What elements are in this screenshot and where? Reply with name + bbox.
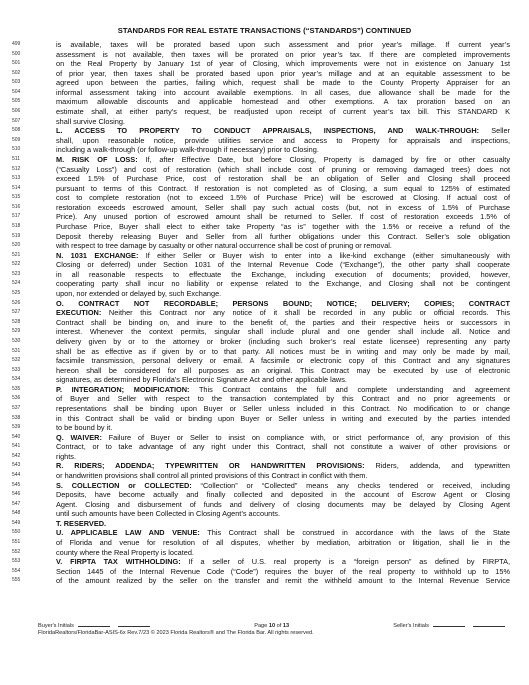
line-content: This Contract shall be construed in accordance with the laws of the State — [199, 528, 510, 538]
line-number: 516 — [12, 203, 21, 210]
line-number: 533 — [12, 366, 21, 373]
line-text — [56, 232, 510, 242]
line-content: facsimile transmission, personal delivery or email. A facsimile or electronic copy of this Contract and any signatures — [56, 356, 510, 366]
text-line — [12, 59, 520, 69]
line-text — [56, 184, 510, 194]
seller-initials-field-1[interactable] — [433, 621, 465, 627]
line-content: shall survive Closing. — [56, 116, 125, 126]
line-number: 551 — [12, 539, 21, 546]
line-number: 541 — [12, 443, 21, 450]
text-line — [12, 260, 520, 270]
line-text — [56, 452, 510, 462]
line-content: Price). Any unused portion of escrowed amount shall be returned to Seller. If cost of restoration exceeds 1.5% of — [56, 212, 510, 222]
line-text — [56, 366, 510, 376]
line-text — [56, 165, 510, 175]
text-line — [12, 366, 520, 376]
line-content: representations shall be binding upon Buyer or Seller unless included in this Contract. No modification to or change — [56, 403, 510, 413]
line-content: exceed 1.5% of Purchase Price, cost of restoration shall be an obligation of Seller and Closing shall proceed — [56, 174, 510, 184]
line-number: 537 — [12, 404, 21, 411]
line-text — [56, 50, 510, 60]
line-number: 545 — [12, 481, 21, 488]
line-text — [56, 538, 510, 548]
line-content: This Contract contains the full and complete understanding and agreement — [189, 384, 510, 394]
text-line — [12, 88, 520, 98]
line-content: of the amount realized by the seller on the transfer and remit the withheld amount to the Internal Revenue Service — [56, 576, 510, 586]
line-text — [56, 145, 510, 155]
text-line — [12, 78, 520, 88]
text-line — [12, 519, 520, 529]
line-text — [56, 356, 510, 366]
line-text — [56, 299, 510, 309]
text-line — [12, 327, 520, 337]
section-heading: N. 1031 EXCHANGE: — [56, 250, 139, 260]
text-line — [12, 155, 520, 165]
line-number: 554 — [12, 567, 21, 574]
contract-body — [12, 40, 520, 586]
text-line — [12, 337, 520, 347]
text-line — [12, 251, 520, 261]
section-heading: P. INTEGRATION; MODIFICATION: — [56, 384, 190, 394]
buyer-initials-field-2[interactable] — [118, 621, 150, 627]
line-number: 530 — [12, 337, 21, 344]
line-content: pursuant to terms of this Contract. If restoration is not completed as of Closing, a sum equal to 125% of estimated — [56, 183, 510, 193]
line-number: 512 — [12, 165, 21, 172]
line-text — [56, 241, 510, 251]
line-text — [56, 385, 510, 395]
text-line — [12, 40, 520, 50]
line-text — [56, 509, 510, 519]
text-line — [12, 126, 520, 136]
line-text — [56, 126, 510, 136]
text-line — [12, 490, 520, 500]
line-content: signatures, as determined by Florida’s Electronic Signature Act and other applicable laws. — [56, 375, 347, 385]
line-number: 502 — [12, 69, 21, 76]
line-text — [56, 442, 510, 452]
text-line — [12, 452, 520, 462]
line-content: in all reasonable respects to effectuate the Exchange, including execution of documents; provided, however, — [56, 269, 510, 279]
line-text — [56, 308, 510, 318]
text-line — [12, 538, 520, 548]
text-line — [12, 279, 520, 289]
text-line — [12, 232, 520, 242]
text-line — [12, 385, 520, 395]
line-number: 531 — [12, 347, 21, 354]
text-line — [12, 433, 520, 443]
section-heading: S. COLLECTION or COLLECTED: — [56, 480, 192, 490]
line-content: Contract shall be binding on, and inure to the benefit of, the parties and their respective heirs or successors in — [56, 317, 510, 327]
line-text — [56, 394, 510, 404]
line-number: 527 — [12, 309, 21, 316]
line-number: 546 — [12, 491, 21, 498]
line-content: Closing or deferred) under Section 1031 of the Internal Revenue Code (“Exchange”), the other party shall cooperate — [56, 260, 510, 270]
text-line — [12, 97, 520, 107]
line-number: 503 — [12, 79, 21, 86]
line-number: 513 — [12, 175, 21, 182]
text-line — [12, 347, 520, 357]
text-line — [12, 375, 520, 385]
line-number: 507 — [12, 117, 21, 124]
line-number: 544 — [12, 472, 21, 479]
text-line — [12, 308, 520, 318]
line-number: 510 — [12, 146, 21, 153]
line-number: 511 — [12, 155, 20, 162]
page-current: 10 — [268, 623, 276, 629]
seller-initials-label: Seller's Initials — [393, 623, 429, 629]
text-line — [12, 500, 520, 510]
line-number: 505 — [12, 98, 21, 105]
line-number: 518 — [12, 222, 21, 229]
text-line — [12, 289, 520, 299]
line-text — [56, 107, 510, 117]
line-number: 521 — [12, 251, 21, 258]
line-number: 543 — [12, 462, 21, 469]
line-number: 550 — [12, 529, 21, 536]
line-text — [56, 347, 510, 357]
text-line — [12, 241, 520, 251]
text-line — [12, 423, 520, 433]
line-text — [56, 519, 510, 529]
line-content: assessment is not available, then taxes will be prorated on prior year’s tax. If there are completed improvements — [56, 49, 510, 59]
line-number: 520 — [12, 242, 21, 249]
line-content: cost to complete restoration (not to exceed 1.5% of Purchase Price) will be escrowed at Closing. If actual cost of — [56, 193, 510, 203]
text-line — [12, 270, 520, 280]
line-content: restoration exceeds escrowed amount, Seller shall pay such actual costs (but, not in excess of 1.5% of Purchase — [56, 202, 510, 212]
line-text — [56, 576, 510, 586]
line-text — [56, 222, 510, 232]
text-line — [12, 548, 520, 558]
text-line — [12, 576, 520, 586]
line-number: 542 — [12, 452, 21, 459]
line-content: Section 1445 of the Internal Revenue Code (“Code”) requires the buyer of the real property to withhold up to 15% — [56, 566, 510, 576]
line-content: If either Seller or Buyer wish to enter into a like-kind exchange (either simultaneously with — [138, 250, 510, 260]
line-content: or handwritten provisions shall control all printed provisions of this Contract in conflict with them. — [56, 471, 368, 481]
section-heading: L. ACCESS TO PROPERTY TO CONDUCT APPRAISALS, INSPECTIONS, AND WALK-THROUGH: — [56, 126, 480, 136]
section-heading: V. FIRPTA TAX WITHHOLDING: — [56, 557, 181, 567]
text-line — [12, 567, 520, 577]
seller-initials-field-2[interactable] — [473, 621, 505, 627]
line-number: 515 — [12, 194, 21, 201]
page-of: of — [275, 623, 283, 629]
line-number: 552 — [12, 548, 21, 555]
line-text — [56, 490, 510, 500]
line-text — [56, 117, 510, 127]
line-number: 508 — [12, 127, 21, 134]
line-text — [56, 481, 510, 491]
line-content: delivery given by or to the attorney or broker (including such broker’s real estate licensee) representing any party — [56, 336, 510, 346]
line-text — [56, 289, 510, 299]
line-number: 509 — [12, 136, 21, 143]
line-content: including a walk-through (or follow-up walk-through if necessary) prior to Closing. — [56, 145, 319, 155]
text-line — [12, 442, 520, 452]
line-number: 549 — [12, 519, 21, 526]
text-line — [12, 404, 520, 414]
line-text — [56, 97, 510, 107]
text-line — [12, 107, 520, 117]
line-text — [56, 414, 510, 424]
line-text — [56, 279, 510, 289]
line-number: 526 — [12, 299, 21, 306]
line-content: (“Casualty Loss”) and cost of restoration (which shall include cost of pruning or removing damaged trees) does not — [56, 164, 510, 174]
text-line — [12, 174, 520, 184]
text-line — [12, 299, 520, 309]
line-content: in this Contract shall be valid or binding upon Buyer or Seller unless in writing and executed by the parties intended — [56, 413, 510, 423]
line-number: 538 — [12, 414, 21, 421]
line-content: maximum allowable discounts and applicable homestead and other exemptions. A tax proration based on an — [56, 97, 510, 107]
line-content: county where the Real Property is located. — [56, 547, 194, 557]
line-content: informal assessment taking into account available exemptions. In all cases, due allowance shall be made for the — [56, 87, 510, 97]
line-content: Riders, addenda, and typewritten — [364, 461, 510, 471]
text-line — [12, 165, 520, 175]
line-content: “Collection” or “Collected” means any checks tendered or received, including — [191, 480, 510, 490]
line-text — [56, 500, 510, 510]
line-content: on the Real Property by January 1st of year of Closing, which improvements were not in existence on January 1st — [56, 59, 510, 69]
line-number: 500 — [12, 50, 21, 57]
section-heading: T. RESERVED. — [56, 518, 107, 528]
line-number: 529 — [12, 328, 21, 335]
line-number: 517 — [12, 213, 21, 220]
line-text — [56, 136, 510, 146]
line-text — [56, 260, 510, 270]
text-line — [12, 136, 520, 146]
text-line — [12, 528, 520, 538]
line-text — [56, 423, 510, 433]
section-heading: O. CONTRACT NOT RECORDABLE; PERSONS BOUND; NOTICE; DELIVERY; COPIES; CONTRACT — [56, 298, 510, 308]
line-text — [56, 318, 510, 328]
text-line — [12, 117, 520, 127]
line-text — [56, 212, 510, 222]
text-line — [12, 481, 520, 491]
line-text — [56, 327, 510, 337]
text-line — [12, 509, 520, 519]
line-number: 536 — [12, 395, 21, 402]
line-text — [56, 78, 510, 88]
text-line — [12, 184, 520, 194]
line-content: Seller — [479, 126, 510, 136]
text-line — [12, 318, 520, 328]
text-line — [12, 203, 520, 213]
line-number: 525 — [12, 290, 21, 297]
line-content: of prior year, then taxes shall be prorated based upon prior year’s millage and at an equitable assessment to be — [56, 68, 510, 78]
line-content: Purchase Price, Buyer shall elect to either take Property “as is” together with the 1.5% or receive a refund of the — [56, 221, 510, 231]
line-content: of Florida and venue for resolution of all disputes, whether by mediation, arbitration or litigation, shall lie in the — [56, 538, 510, 548]
line-number: 539 — [12, 424, 21, 431]
text-line — [12, 356, 520, 366]
line-content: Contract, or to take advantage of any right under this Contract, shall not constitute a waiver of other provisions or — [56, 442, 510, 452]
line-content: Deposits, have become actually and finally collected and deposited in the account of Escrow Agent or Closing — [56, 490, 510, 500]
line-content: interest. Whenever the context permits, singular shall include plural and one gender shall include all. Notice and — [56, 327, 510, 337]
line-content: of Buyer and Seller with respect to the transaction contemplated by this Contract and no prior agreements or — [56, 394, 510, 404]
line-content: If a seller of U.S. real property is a “foreign person” as defined by FIRPTA, — [180, 557, 510, 567]
text-line — [12, 414, 520, 424]
buyer-initials-label: Buyer's Initials — [38, 623, 74, 629]
text-line — [12, 50, 520, 60]
line-text — [56, 88, 510, 98]
line-text — [56, 69, 510, 79]
line-text — [56, 270, 510, 280]
text-line — [12, 394, 520, 404]
line-number: 553 — [12, 558, 21, 565]
line-number: 514 — [12, 184, 21, 191]
text-line — [12, 461, 520, 471]
line-content: is available, taxes will be prorated based upon such assessment and prior year’s millage. If current year’s — [56, 40, 510, 49]
buyer-initials — [38, 621, 150, 629]
text-line — [12, 193, 520, 203]
line-text — [56, 251, 510, 261]
line-content: hereon shall be considered for all purposes as an original. This Contract may be executed by use of electronic — [56, 365, 510, 375]
line-number: 519 — [12, 232, 21, 239]
section-heading: EXECUTION: — [56, 308, 102, 318]
line-content: If, after Effective Date, but before Closing, Property is damaged by fire or other casualty — [137, 154, 510, 164]
line-number: 522 — [12, 261, 21, 268]
section-heading: R. RIDERS; ADDENDA; TYPEWRITTEN OR HANDWRITTEN PROVISIONS: — [56, 461, 365, 471]
line-text — [56, 557, 510, 567]
line-content: agreed upon between the parties, failing which, request shall be made to the County Property Appraiser for an — [56, 78, 510, 88]
line-text — [56, 375, 510, 385]
line-text — [56, 404, 510, 414]
line-number: 528 — [12, 318, 21, 325]
section-heading: M. RISK OF LOSS: — [56, 154, 138, 164]
line-content: Neither this Contract nor any notice of it shall be recorded in any public or official records. This — [101, 308, 510, 318]
line-text — [56, 337, 510, 347]
line-text — [56, 40, 510, 50]
page-title: STANDARDS FOR REAL ESTATE TRANSACTIONS (“STANDARDS”) CONTINUED — [117, 26, 412, 35]
line-number: 535 — [12, 385, 21, 392]
line-content: Deposit thereby releasing Buyer and Seller from all further obligations under this Contract. Seller’s sole obligation — [56, 231, 510, 241]
line-content: rights. — [56, 451, 76, 461]
page-footer — [38, 621, 505, 637]
text-line — [12, 557, 520, 567]
line-text — [56, 567, 510, 577]
line-content: until such amounts have been Collected in Closing Agent’s accounts. — [56, 509, 280, 519]
text-line — [12, 69, 520, 79]
line-number: 523 — [12, 270, 21, 277]
line-content: with respect to tree damage by casualty or other natural occurrence shall be cost of pruning or removal. — [56, 241, 392, 251]
form-info: FloridaRealtors/FloridaBar-ASIS-6x Rev.7/23 © 2023 Florida Realtors® and The Florida Bar. All rights reserved. — [38, 630, 314, 636]
text-line — [12, 222, 520, 232]
line-text — [56, 528, 510, 538]
line-text — [56, 193, 510, 203]
line-text — [56, 461, 510, 471]
line-text — [56, 548, 510, 558]
line-number: 499 — [12, 41, 21, 47]
line-text — [56, 59, 510, 69]
line-content: upon, nor extended or delayed by, such Exchange. — [56, 289, 222, 299]
line-text — [56, 155, 510, 165]
line-content: cooperating party shall incur no liability or expense related to the Exchange, and Closing shall not be contingent — [56, 279, 510, 289]
section-heading: U. APPLICABLE LAW AND VENUE: — [56, 528, 200, 538]
line-content: Failure of Buyer or Seller to insist on compliance with, or strict performance of, any provision of this — [101, 432, 510, 442]
line-number: 540 — [12, 433, 21, 440]
footer-initials-row — [38, 621, 505, 629]
line-number: 501 — [12, 60, 21, 67]
line-text — [56, 203, 510, 213]
seller-initials — [393, 621, 505, 629]
line-content: estimate shall, at either party’s request, be readjusted upon receipt of current year’s tax bill. This STANDARD K — [56, 107, 510, 117]
text-line — [12, 145, 520, 155]
text-line — [12, 471, 520, 481]
line-number: 532 — [12, 357, 21, 364]
line-content: to be bound by it. — [56, 423, 113, 433]
line-number: 504 — [12, 88, 21, 95]
page-prefix: Page — [254, 623, 269, 629]
line-number: 524 — [12, 280, 21, 287]
section-heading: Q. WAIVER: — [56, 432, 102, 442]
line-text — [56, 174, 510, 184]
line-number: 534 — [12, 376, 21, 383]
line-number: 548 — [12, 510, 21, 517]
page-total: 13 — [282, 623, 290, 629]
line-content: shall, upon reasonable notice, provide utilities service and access to Property for appraisals and inspections, — [56, 135, 510, 145]
line-text — [56, 471, 510, 481]
line-text — [56, 433, 510, 443]
line-content: shall be as effective as if given by or to that party. All notices must be in writing and may only be made by mail, — [56, 346, 510, 356]
line-number: 506 — [12, 108, 21, 115]
buyer-initials-field-1[interactable] — [78, 621, 110, 627]
line-number: 555 — [12, 577, 21, 584]
line-number: 547 — [12, 500, 21, 507]
line-content: Agent. Closing and disbursement of funds and delivery of closing documents may be delayed by Closing Agent — [56, 499, 510, 509]
text-line — [12, 212, 520, 222]
